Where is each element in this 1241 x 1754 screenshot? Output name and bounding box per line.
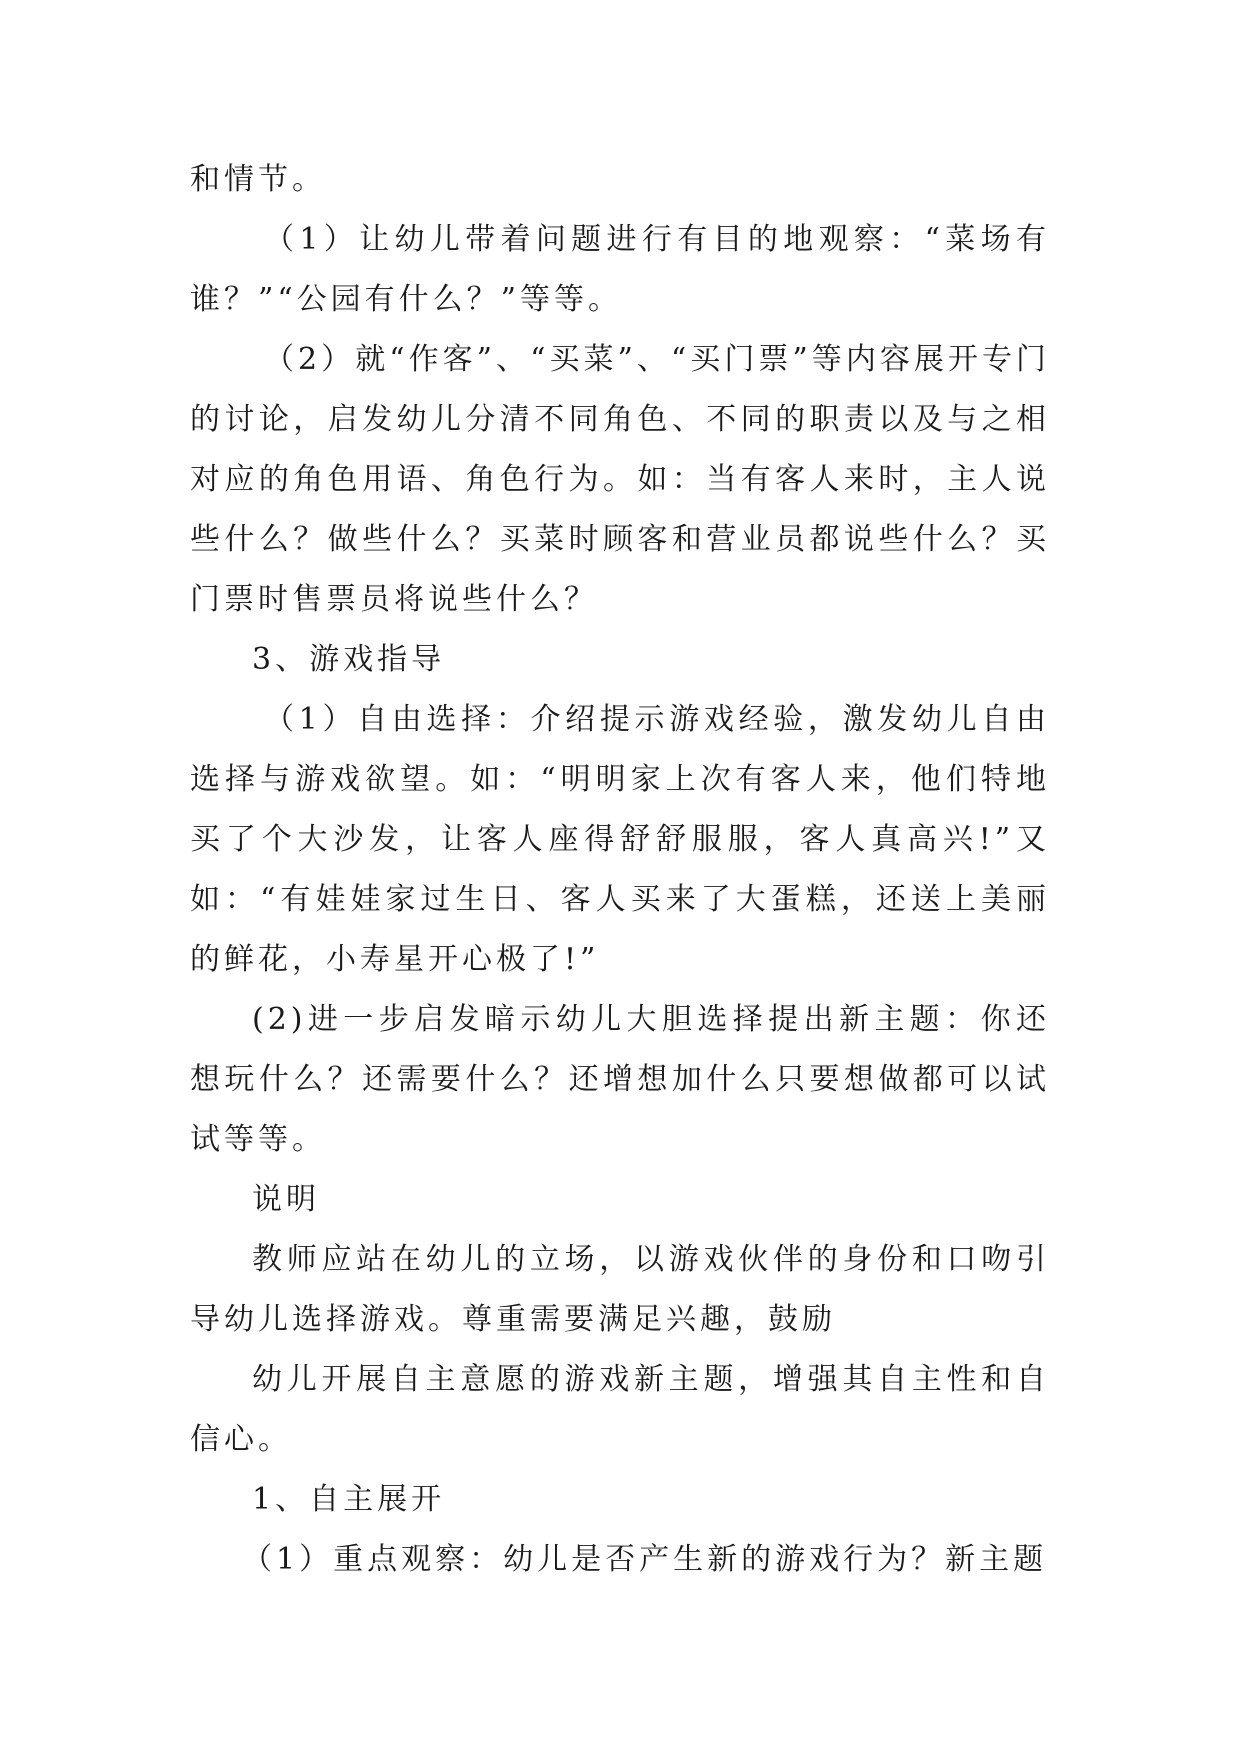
heading-explanation: 说明 <box>252 1182 320 1217</box>
paragraph-key-observation: （1）重点观察：幼儿是否产生新的游戏行为？新主题 <box>242 1542 1048 1577</box>
paragraph-free-choice: （1）自由选择：介绍提示游戏经验，激发幼儿自由选择与游戏欲望。如：“明明家上次有客人来，他们特地买了个大沙发，让客人座得舒舒服服，客人真高兴!”又如：“有娃娃家过生日、客人买来了大蛋糕，还送上美丽的鲜花，小寿星开心极了!” <box>190 702 1050 977</box>
paragraph-observe-questions: （1）让幼儿带着问题进行有目的地观察：“菜场有谁？”“公园有什么？”等等。 <box>190 222 1050 317</box>
paragraph-new-theme: (2)进一步启发暗示幼儿大胆选择提出新主题：你还想玩什么？还需要什么？还增想加什么只要想做都可以试试等等。 <box>190 1002 1050 1157</box>
paragraph-self-initiative: 幼儿开展自主意愿的游戏新主题，增强其自主性和自信心。 <box>190 1362 1050 1457</box>
heading-game-guidance: 3、游戏指导 <box>252 642 446 677</box>
document-page <box>190 150 1050 1590</box>
paragraph-teacher-stance: 教师应站在幼儿的立场，以游戏伙伴的身份和口吻引导幼儿选择游戏。尊重需要满足兴趣，鼓励 <box>190 1242 1050 1337</box>
heading-autonomous-development: 1、自主展开 <box>252 1482 446 1517</box>
paragraph-discussion: （2）就“作客”、“买菜”、“买门票”等内容展开专门的讨论，启发幼儿分清不同角色、不同的职责以及与之相对应的角色用语、角色行为。如：当有客人来时，主人说些什么？做些什么？买菜时顾客和营业员都说些什么？买门票时售票员将说些什么？ <box>190 342 1050 617</box>
paragraph-continuation: 和情节。 <box>190 162 326 197</box>
